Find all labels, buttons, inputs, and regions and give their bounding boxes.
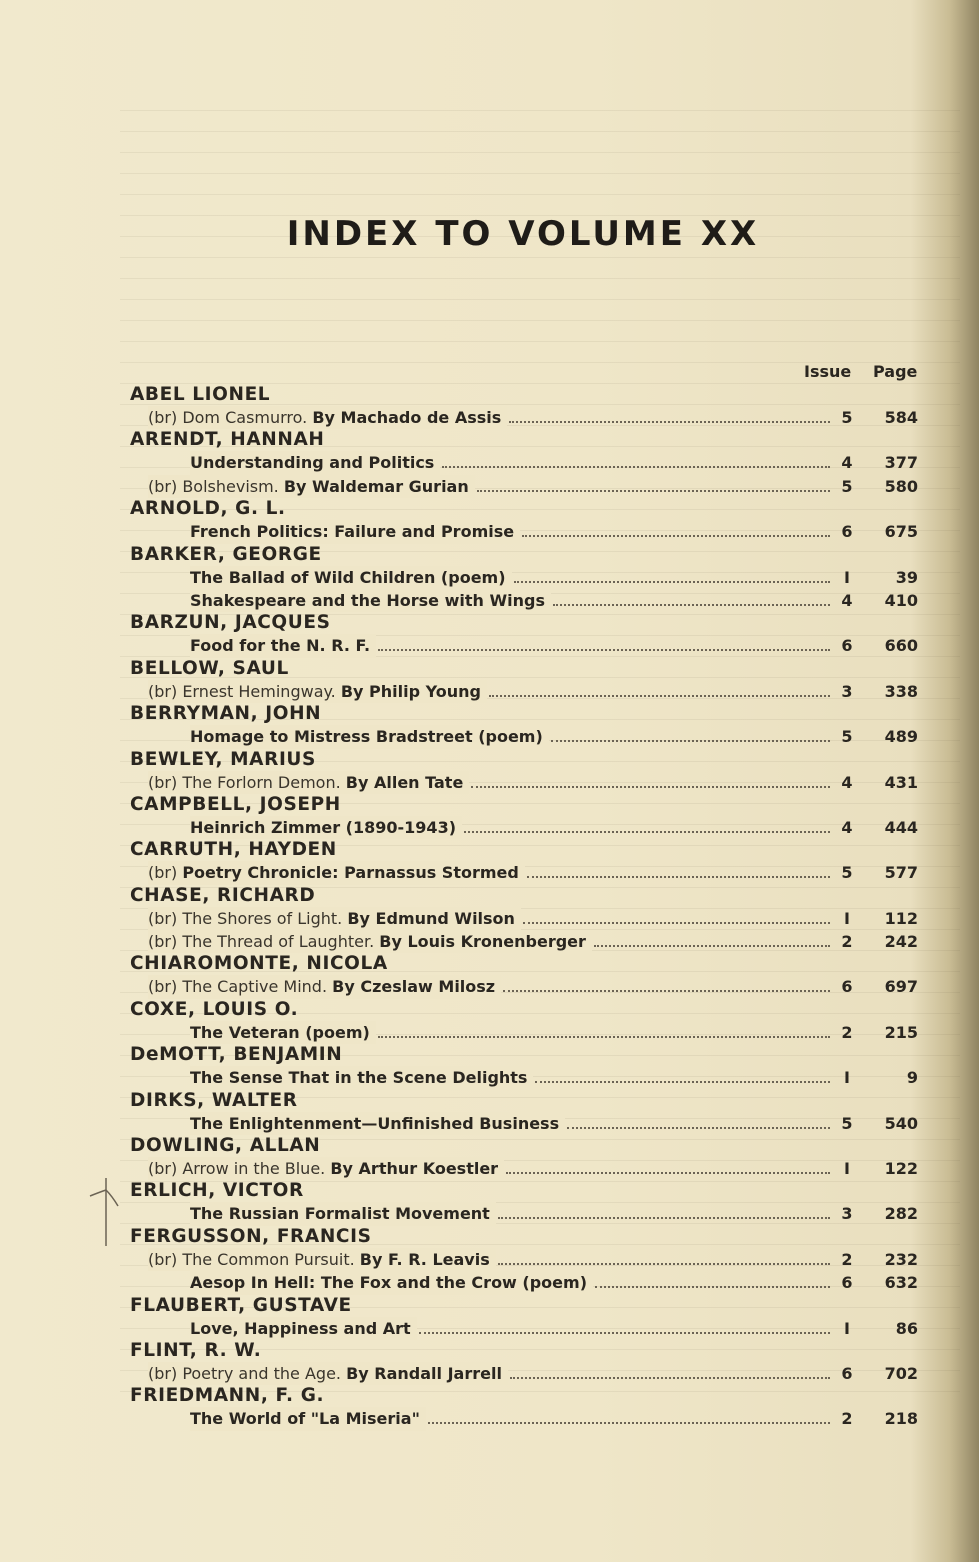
item-text	[148, 1362, 508, 1385]
dot-leader	[442, 466, 830, 468]
page-number: 338	[884, 681, 918, 701]
item-text	[190, 1066, 533, 1089]
page-column-header: Page	[873, 362, 918, 381]
author-name: ABEL LIONEL	[130, 384, 271, 405]
issue-number: 6	[841, 1273, 853, 1293]
index-entry	[130, 749, 920, 794]
index-entry	[130, 612, 920, 657]
index-item	[130, 1317, 920, 1340]
item-text	[190, 1407, 426, 1430]
item-text	[190, 589, 551, 612]
pencil-mark	[88, 1172, 128, 1252]
review-prefix: (br)	[148, 932, 178, 952]
index-entry	[130, 1295, 920, 1340]
dot-leader	[477, 490, 830, 492]
work-title: The Russian Formalist Movement	[190, 1204, 490, 1224]
index-item	[130, 406, 920, 429]
index-entry	[130, 953, 920, 998]
work-title: The World of "La Miseria"	[190, 1409, 420, 1429]
issue-number: 2	[841, 1409, 853, 1429]
index-entry	[130, 1135, 920, 1180]
author-name: BELLOW, SAUL	[130, 657, 289, 679]
work-title: Bolshevism.	[182, 476, 279, 496]
item-text	[148, 861, 525, 884]
work-title: Aesop In Hell: The Fox and the Crow (poem)	[190, 1273, 587, 1293]
dot-leader	[595, 1286, 830, 1288]
item-text	[148, 907, 521, 930]
work-author: By Edmund Wilson	[347, 908, 515, 928]
item-text	[148, 771, 469, 794]
author-name: ERLICH, VICTOR	[130, 1180, 304, 1202]
work-title: The Captive Mind.	[182, 977, 328, 997]
index-item	[130, 634, 920, 657]
index-item	[130, 680, 920, 703]
review-prefix: (br)	[148, 908, 178, 928]
page-number: 218	[884, 1409, 918, 1429]
issue-number: 5	[841, 863, 853, 883]
page-number: 489	[884, 727, 918, 747]
author-name: CHASE, RICHARD	[130, 884, 316, 906]
issue-number: 5	[841, 476, 853, 496]
index-item	[130, 930, 920, 953]
item-text	[148, 475, 475, 498]
author-name: CHIAROMONTE, NICOLA	[130, 953, 388, 975]
item-text	[190, 634, 376, 657]
author-name: FLAUBERT, GUSTAVE	[130, 1294, 352, 1316]
item-text	[190, 1317, 417, 1340]
index-item	[130, 1202, 920, 1225]
review-prefix: (br)	[148, 1363, 178, 1383]
issue-number: 6	[841, 977, 853, 997]
item-text	[148, 406, 507, 429]
author-name: ARENDT, HANNAH	[130, 429, 325, 451]
issue-number: I	[844, 908, 850, 928]
dot-leader	[567, 1127, 830, 1129]
author-name: BARKER, GEORGE	[130, 543, 322, 565]
work-author: By Louis Kronenberger	[379, 932, 586, 952]
page-number: 580	[884, 476, 918, 496]
work-title: The Common Pursuit.	[182, 1249, 355, 1269]
author-name: BARZUN, JACQUES	[130, 612, 331, 634]
dot-leader	[510, 1377, 830, 1379]
author-name: BERRYMAN, JOHN	[130, 703, 322, 725]
author-name: BEWLEY, MARIUS	[130, 748, 316, 770]
work-title: The Enlightenment—Unfinished Business	[190, 1113, 560, 1133]
page-number: 444	[884, 817, 918, 837]
work-title: Dom Casmurro.	[182, 408, 308, 427]
review-prefix: (br)	[148, 977, 178, 997]
index-entry	[130, 839, 920, 884]
page-number: 112	[884, 908, 918, 928]
page-number: 410	[884, 590, 918, 610]
work-title: Poetry and the Age.	[182, 1363, 341, 1383]
item-text	[190, 451, 440, 474]
review-prefix: (br)	[148, 863, 178, 883]
index-item	[130, 1248, 920, 1271]
dot-leader	[535, 1081, 830, 1083]
work-title: The Thread of Laughter.	[182, 932, 375, 952]
index-item	[130, 1157, 920, 1180]
index-item	[130, 1112, 920, 1135]
issue-number: 5	[841, 1113, 853, 1133]
page-number: 702	[884, 1363, 918, 1383]
dot-leader	[553, 604, 830, 606]
dot-leader	[551, 740, 830, 742]
issue-number: 5	[841, 408, 853, 427]
dot-leader	[498, 1263, 830, 1265]
issue-number: 4	[841, 817, 853, 837]
page-number: 675	[884, 522, 918, 542]
index-item	[130, 1021, 920, 1044]
index-item	[130, 1066, 920, 1089]
author-name: DOWLING, ALLAN	[130, 1135, 321, 1157]
index-entry	[130, 794, 920, 839]
author-name: DeMOTT, BENJAMIN	[130, 1044, 343, 1066]
author-name: FRIEDMANN, F. G.	[130, 1385, 325, 1407]
work-title: Love, Happiness and Art	[190, 1318, 411, 1338]
work-title: Food for the N. R. F.	[190, 636, 371, 656]
issue-number: 2	[841, 932, 853, 952]
page-number: 122	[884, 1159, 918, 1179]
author-name: DIRKS, WALTER	[130, 1089, 298, 1111]
work-author: By Czeslaw Milosz	[332, 977, 496, 997]
issue-number: 4	[841, 590, 853, 610]
dot-leader	[489, 695, 830, 697]
dot-leader	[514, 581, 830, 583]
item-text	[148, 930, 592, 953]
work-title: Understanding and Politics	[190, 453, 435, 473]
page-number: 232	[884, 1249, 918, 1269]
dot-leader	[498, 1217, 830, 1219]
page-number: 282	[884, 1204, 918, 1224]
index-item	[130, 816, 920, 839]
page-number: 9	[906, 1068, 918, 1088]
index-entry	[130, 384, 920, 429]
page-number: 242	[884, 932, 918, 952]
issue-number: 3	[841, 681, 853, 701]
issue-number: 2	[841, 1022, 853, 1042]
index-item	[130, 1271, 920, 1294]
index-item	[130, 975, 920, 998]
author-name: FLINT, R. W.	[130, 1339, 262, 1361]
index-entry	[130, 544, 920, 613]
index-item	[130, 475, 920, 498]
work-author: By Philip Young	[340, 681, 481, 701]
work-title: Heinrich Zimmer (1890-1943)	[190, 817, 457, 837]
issue-number: I	[844, 567, 850, 587]
index-entry	[130, 1090, 920, 1135]
work-title: Arrow in the Blue.	[182, 1159, 326, 1179]
index-item	[130, 566, 920, 589]
index-entry	[130, 885, 920, 954]
item-text	[190, 566, 512, 589]
work-author: By Allen Tate	[345, 772, 464, 792]
page-number: 431	[884, 772, 918, 792]
page-number: 660	[884, 636, 918, 656]
index-item	[130, 589, 920, 612]
item-text	[148, 975, 501, 998]
dot-leader	[471, 786, 830, 788]
review-prefix: (br)	[148, 408, 178, 427]
issue-column-header: Issue	[804, 362, 852, 381]
review-prefix: (br)	[148, 1159, 178, 1179]
item-text	[190, 725, 549, 748]
issue-number: 4	[841, 453, 853, 473]
review-prefix: (br)	[148, 772, 178, 792]
item-text	[148, 680, 487, 703]
dot-leader	[378, 1036, 830, 1038]
issue-number: 3	[841, 1204, 853, 1224]
issue-number: 2	[841, 1249, 853, 1269]
work-author: By Randall Jarrell	[346, 1363, 502, 1383]
issue-number: 4	[841, 772, 853, 792]
work-author: By F. R. Leavis	[359, 1249, 490, 1269]
item-text	[190, 1112, 565, 1135]
page-number: 697	[884, 977, 918, 997]
work-author: By Waldemar Gurian	[283, 476, 469, 496]
index-entry	[130, 1340, 920, 1385]
author-name: COXE, LOUIS O.	[130, 998, 299, 1020]
issue-number: 6	[841, 636, 853, 656]
page-number: 215	[884, 1022, 918, 1042]
page-number: 39	[895, 567, 918, 587]
work-title: Poetry Chronicle: Parnassus Stormed	[182, 863, 519, 883]
work-title: Shakespeare and the Horse with Wings	[190, 590, 545, 610]
page-number: 86	[895, 1318, 918, 1338]
issue-number: I	[844, 1068, 850, 1088]
work-title: Ernest Hemingway.	[182, 681, 336, 701]
dot-leader	[378, 649, 830, 651]
issue-number: 5	[841, 727, 853, 747]
index-entry	[130, 498, 920, 543]
page-title: INDEX TO VOLUME XX	[286, 214, 760, 254]
review-prefix: (br)	[148, 1249, 178, 1269]
index-item	[130, 725, 920, 748]
dot-leader	[527, 876, 830, 878]
page-number: 377	[884, 453, 918, 473]
work-title: French Politics: Failure and Promise	[190, 522, 515, 542]
page-number: 632	[884, 1273, 918, 1293]
work-title: The Veteran (poem)	[190, 1022, 370, 1042]
author-name: CAMPBELL, JOSEPH	[130, 793, 341, 815]
index-entry	[130, 1044, 920, 1089]
dot-leader	[503, 990, 830, 992]
item-text	[190, 1271, 593, 1294]
index-item	[130, 1362, 920, 1385]
index-item	[130, 520, 920, 543]
page-number: 584	[884, 408, 918, 427]
work-title: The Shores of Light.	[182, 908, 343, 928]
author-name: FERGUSSON, FRANCIS	[130, 1225, 372, 1247]
dot-leader	[419, 1332, 830, 1334]
index-entry	[130, 1180, 920, 1225]
issue-number: I	[844, 1159, 850, 1179]
work-author: By Machado de Assis	[312, 408, 502, 427]
review-prefix: (br)	[148, 476, 178, 496]
item-text	[148, 1157, 504, 1180]
review-prefix: (br)	[148, 681, 178, 701]
dot-leader	[509, 421, 830, 423]
issue-number: 6	[841, 1363, 853, 1383]
author-name: ARNOLD, G. L.	[130, 498, 286, 520]
index-item	[130, 771, 920, 794]
index-entry	[130, 703, 920, 748]
issue-number: I	[844, 1318, 850, 1338]
work-title: The Sense That in the Scene Delights	[190, 1068, 528, 1088]
issue-number: 6	[841, 522, 853, 542]
work-title: The Ballad of Wild Children (poem)	[190, 567, 506, 587]
dot-leader	[428, 1422, 830, 1424]
work-title: Homage to Mistress Bradstreet (poem)	[190, 727, 543, 747]
item-text	[190, 1021, 376, 1044]
author-name: CARRUTH, HAYDEN	[130, 839, 337, 861]
work-author: By Arthur Koestler	[330, 1159, 499, 1179]
index-entry	[130, 1226, 920, 1295]
item-text	[190, 1202, 496, 1225]
dot-leader	[506, 1172, 830, 1174]
dot-leader	[523, 922, 830, 924]
item-text	[190, 816, 462, 839]
index-entry	[130, 999, 920, 1044]
index-item	[130, 861, 920, 884]
index-entry	[130, 1385, 920, 1430]
page-number: 577	[884, 863, 918, 883]
page-number: 540	[884, 1113, 918, 1133]
dot-leader	[464, 831, 830, 833]
dot-leader	[522, 535, 830, 537]
index-item	[130, 451, 920, 474]
index-item	[130, 1407, 920, 1430]
item-text	[148, 1248, 496, 1271]
index-list	[130, 384, 920, 1431]
dot-leader	[594, 945, 830, 947]
item-text	[190, 520, 520, 543]
index-item	[130, 907, 920, 930]
work-title: The Forlorn Demon.	[182, 772, 341, 792]
index-entry	[130, 658, 920, 703]
index-entry	[130, 429, 920, 498]
